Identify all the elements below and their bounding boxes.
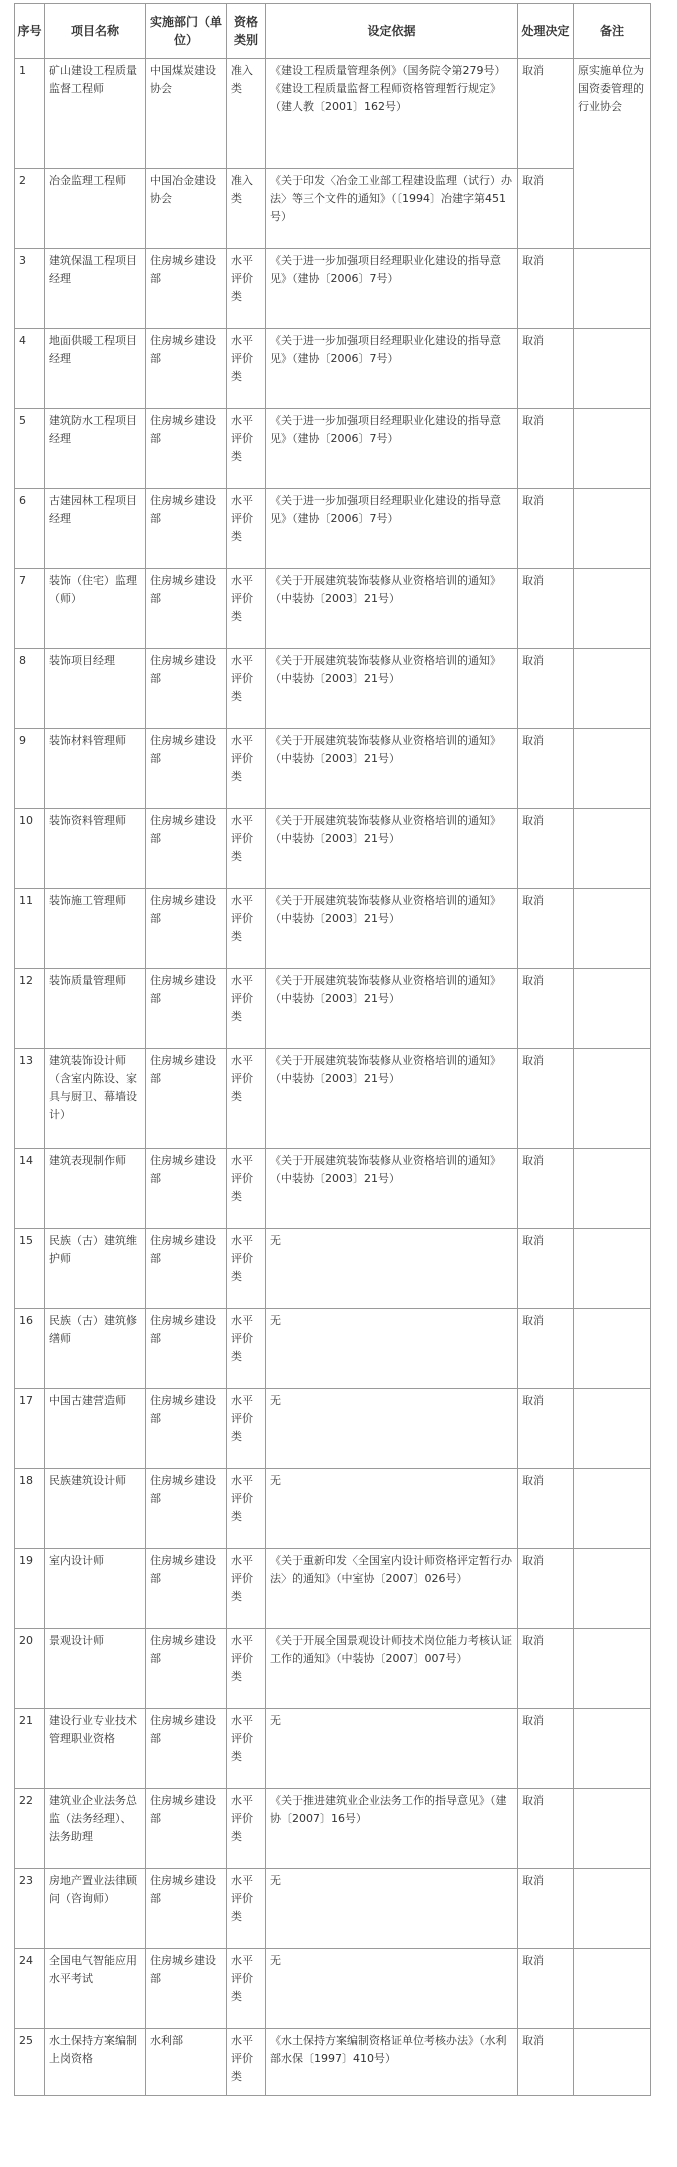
cell-category: 水平评价类 <box>227 569 266 649</box>
cell-decision: 取消 <box>518 569 574 649</box>
cell-decision: 取消 <box>518 329 574 409</box>
cell-name: 装饰材料管理师 <box>45 729 146 809</box>
table-row <box>15 1389 651 1469</box>
cell-name: 建筑保温工程项目经理 <box>45 249 146 329</box>
cell-decision: 取消 <box>518 1389 574 1469</box>
table-header-row <box>15 4 651 59</box>
cell-category: 水平评价类 <box>227 409 266 489</box>
cell-no: 9 <box>15 729 45 809</box>
cell-category: 水平评价类 <box>227 1389 266 1469</box>
cell-basis: 《关于印发〈冶金工业部工程建设监理（试行）办法〉等三个文件的通知》（〔1994〕冶建字第451号） <box>266 169 518 249</box>
cell-decision: 取消 <box>518 249 574 329</box>
cell-no: 20 <box>15 1629 45 1709</box>
table-row <box>15 1629 651 1709</box>
table-body <box>15 59 651 2096</box>
cell-dept: 住房城乡建设部 <box>146 1709 227 1789</box>
cell-decision: 取消 <box>518 1549 574 1629</box>
cell-name: 装饰（住宅）监理（师） <box>45 569 146 649</box>
cell-basis: 《关于开展建筑装饰装修从业资格培训的通知》（中装协〔2003〕21号） <box>266 969 518 1049</box>
cell-no: 11 <box>15 889 45 969</box>
cell-name: 建筑防水工程项目经理 <box>45 409 146 489</box>
cell-no: 21 <box>15 1709 45 1789</box>
cell-decision: 取消 <box>518 2029 574 2096</box>
cell-remark <box>574 409 651 489</box>
cell-no: 5 <box>15 409 45 489</box>
table-row <box>15 249 651 329</box>
cell-dept: 水利部 <box>146 2029 227 2096</box>
cell-basis: 《关于开展建筑装饰装修从业资格培训的通知》（中装协〔2003〕21号） <box>266 729 518 809</box>
table-row <box>15 1789 651 1869</box>
cell-category: 水平评价类 <box>227 329 266 409</box>
cell-remark <box>574 1389 651 1469</box>
table-row <box>15 649 651 729</box>
header-basis: 设定依据 <box>266 4 518 59</box>
cell-dept: 住房城乡建设部 <box>146 1389 227 1469</box>
cell-category: 水平评价类 <box>227 1549 266 1629</box>
table-row <box>15 59 651 169</box>
cell-category: 水平评价类 <box>227 1229 266 1309</box>
cell-basis: 《关于开展建筑装饰装修从业资格培训的通知》（中装协〔2003〕21号） <box>266 889 518 969</box>
cell-decision: 取消 <box>518 809 574 889</box>
cell-remark <box>574 1469 651 1549</box>
cell-name: 水土保持方案编制上岗资格 <box>45 2029 146 2096</box>
cell-decision: 取消 <box>518 1869 574 1949</box>
cell-basis: 无 <box>266 1469 518 1549</box>
cell-remark <box>574 729 651 809</box>
table-row <box>15 1709 651 1789</box>
cell-no: 25 <box>15 2029 45 2096</box>
cell-decision: 取消 <box>518 1949 574 2029</box>
cell-basis: 无 <box>266 1869 518 1949</box>
cell-remark <box>574 1229 651 1309</box>
cell-decision: 取消 <box>518 1629 574 1709</box>
cell-dept: 住房城乡建设部 <box>146 1149 227 1229</box>
table-row <box>15 1049 651 1149</box>
table-row <box>15 489 651 569</box>
header-no: 序号 <box>15 4 45 59</box>
cell-decision: 取消 <box>518 1049 574 1149</box>
cell-name: 古建园林工程项目经理 <box>45 489 146 569</box>
cell-name: 民族（古）建筑修缮师 <box>45 1309 146 1389</box>
table-row <box>15 2029 651 2096</box>
cell-no: 10 <box>15 809 45 889</box>
cell-category: 水平评价类 <box>227 969 266 1049</box>
cell-basis: 《关于开展建筑装饰装修从业资格培训的通知》（中装协〔2003〕21号） <box>266 1149 518 1229</box>
cell-no: 19 <box>15 1549 45 1629</box>
header-remark: 备注 <box>574 4 651 59</box>
cell-category: 准入类 <box>227 59 266 169</box>
cell-name: 装饰质量管理师 <box>45 969 146 1049</box>
cell-dept: 住房城乡建设部 <box>146 1049 227 1149</box>
cell-dept: 中国煤炭建设协会 <box>146 59 227 169</box>
cell-category: 水平评价类 <box>227 1149 266 1229</box>
cell-remark <box>574 1549 651 1629</box>
cell-no: 7 <box>15 569 45 649</box>
cell-category: 水平评价类 <box>227 1789 266 1869</box>
cell-category: 水平评价类 <box>227 729 266 809</box>
cell-remark <box>574 1049 651 1149</box>
cell-dept: 住房城乡建设部 <box>146 649 227 729</box>
cell-category: 水平评价类 <box>227 2029 266 2096</box>
cell-name: 中国古建营造师 <box>45 1389 146 1469</box>
cell-basis: 《关于进一步加强项目经理职业化建设的指导意见》（建协〔2006〕7号） <box>266 409 518 489</box>
cell-remark: 原实施单位为国资委管理的行业协会 <box>574 59 651 249</box>
cell-basis: 无 <box>266 1309 518 1389</box>
cell-remark <box>574 649 651 729</box>
cell-no: 23 <box>15 1869 45 1949</box>
cell-name: 矿山建设工程质量监督工程师 <box>45 59 146 169</box>
cell-basis: 《建设工程质量管理条例》（国务院令第279号） 《建设工程质量监督工程师资格管理暂行规定》（建人教〔2001〕162号） <box>266 59 518 169</box>
cell-no: 13 <box>15 1049 45 1149</box>
cell-dept: 住房城乡建设部 <box>146 489 227 569</box>
cell-dept: 中国冶金建设协会 <box>146 169 227 249</box>
table-row <box>15 1229 651 1309</box>
cell-name: 民族（古）建筑维护师 <box>45 1229 146 1309</box>
cell-decision: 取消 <box>518 489 574 569</box>
cell-basis: 《关于开展全国景观设计师技术岗位能力考核认证工作的通知》（中装协〔2007〕007号） <box>266 1629 518 1709</box>
cell-category: 水平评价类 <box>227 649 266 729</box>
table-row <box>15 1549 651 1629</box>
cell-category: 水平评价类 <box>227 249 266 329</box>
cell-no: 22 <box>15 1789 45 1869</box>
cell-basis: 《关于开展建筑装饰装修从业资格培训的通知》（中装协〔2003〕21号） <box>266 1049 518 1149</box>
cell-dept: 住房城乡建设部 <box>146 1789 227 1869</box>
header-dept: 实施部门（单位） <box>146 4 227 59</box>
cell-dept: 住房城乡建设部 <box>146 969 227 1049</box>
cell-remark <box>574 969 651 1049</box>
cell-basis: 《关于开展建筑装饰装修从业资格培训的通知》（中装协〔2003〕21号） <box>266 649 518 729</box>
table-row <box>15 809 651 889</box>
table-row <box>15 1309 651 1389</box>
table-row <box>15 1469 651 1549</box>
cell-decision: 取消 <box>518 889 574 969</box>
cell-no: 6 <box>15 489 45 569</box>
header-decision: 处理决定 <box>518 4 574 59</box>
table-row <box>15 729 651 809</box>
cell-no: 17 <box>15 1389 45 1469</box>
cell-no: 8 <box>15 649 45 729</box>
cell-remark <box>574 569 651 649</box>
cell-name: 全国电气智能应用水平考试 <box>45 1949 146 2029</box>
cell-name: 建筑业企业法务总监（法务经理）、法务助理 <box>45 1789 146 1869</box>
cell-no: 18 <box>15 1469 45 1549</box>
cell-remark <box>574 889 651 969</box>
cell-decision: 取消 <box>518 1229 574 1309</box>
table-row <box>15 409 651 489</box>
cell-decision: 取消 <box>518 1469 574 1549</box>
cell-basis: 无 <box>266 1949 518 2029</box>
header-name: 项目名称 <box>45 4 146 59</box>
cell-name: 装饰资料管理师 <box>45 809 146 889</box>
cell-dept: 住房城乡建设部 <box>146 249 227 329</box>
cell-category: 水平评价类 <box>227 1309 266 1389</box>
cell-name: 建设行业专业技术管理职业资格 <box>45 1709 146 1789</box>
cell-no: 4 <box>15 329 45 409</box>
cell-no: 14 <box>15 1149 45 1229</box>
cell-no: 12 <box>15 969 45 1049</box>
cell-no: 24 <box>15 1949 45 2029</box>
table-row <box>15 1149 651 1229</box>
cell-no: 2 <box>15 169 45 249</box>
cell-dept: 住房城乡建设部 <box>146 889 227 969</box>
cell-basis: 《关于开展建筑装饰装修从业资格培训的通知》（中装协〔2003〕21号） <box>266 809 518 889</box>
cell-category: 水平评价类 <box>227 489 266 569</box>
cell-category: 水平评价类 <box>227 1709 266 1789</box>
cell-dept: 住房城乡建设部 <box>146 809 227 889</box>
qualification-table <box>14 3 651 2096</box>
cell-decision: 取消 <box>518 1309 574 1389</box>
cell-category: 水平评价类 <box>227 1049 266 1149</box>
cell-basis: 《关于进一步加强项目经理职业化建设的指导意见》（建协〔2006〕7号） <box>266 329 518 409</box>
cell-dept: 住房城乡建设部 <box>146 1549 227 1629</box>
cell-name: 建筑装饰设计师（含室内陈设、家具与厨卫、幕墙设计） <box>45 1049 146 1149</box>
cell-decision: 取消 <box>518 59 574 169</box>
cell-remark <box>574 1149 651 1229</box>
cell-remark <box>574 2029 651 2096</box>
cell-dept: 住房城乡建设部 <box>146 1869 227 1949</box>
cell-remark <box>574 1789 651 1869</box>
cell-dept: 住房城乡建设部 <box>146 1229 227 1309</box>
cell-category: 水平评价类 <box>227 1869 266 1949</box>
cell-decision: 取消 <box>518 1789 574 1869</box>
cell-category: 水平评价类 <box>227 809 266 889</box>
cell-remark <box>574 1949 651 2029</box>
cell-remark <box>574 1869 651 1949</box>
cell-category: 水平评价类 <box>227 1949 266 2029</box>
cell-basis: 《关于开展建筑装饰装修从业资格培训的通知》（中装协〔2003〕21号） <box>266 569 518 649</box>
table-row <box>15 169 651 249</box>
cell-basis: 《关于推进建筑业企业法务工作的指导意见》（建协〔2007〕16号） <box>266 1789 518 1869</box>
cell-decision: 取消 <box>518 409 574 489</box>
cell-dept: 住房城乡建设部 <box>146 1469 227 1549</box>
cell-basis: 《关于进一步加强项目经理职业化建设的指导意见》（建协〔2006〕7号） <box>266 489 518 569</box>
cell-no: 15 <box>15 1229 45 1309</box>
cell-remark <box>574 809 651 889</box>
cell-basis: 无 <box>266 1389 518 1469</box>
cell-dept: 住房城乡建设部 <box>146 1309 227 1389</box>
cell-remark <box>574 329 651 409</box>
cell-decision: 取消 <box>518 969 574 1049</box>
cell-no: 16 <box>15 1309 45 1389</box>
cell-decision: 取消 <box>518 169 574 249</box>
cell-dept: 住房城乡建设部 <box>146 729 227 809</box>
table-row <box>15 969 651 1049</box>
cell-name: 装饰施工管理师 <box>45 889 146 969</box>
cell-category: 水平评价类 <box>227 889 266 969</box>
cell-no: 1 <box>15 59 45 169</box>
cell-basis: 无 <box>266 1709 518 1789</box>
cell-basis: 《关于进一步加强项目经理职业化建设的指导意见》（建协〔2006〕7号） <box>266 249 518 329</box>
cell-dept: 住房城乡建设部 <box>146 1949 227 2029</box>
cell-basis: 《水土保持方案编制资格证单位考核办法》（水利部水保〔1997〕410号） <box>266 2029 518 2096</box>
cell-basis: 《关于重新印发〈全国室内设计师资格评定暂行办法〉的通知》（中室协〔2007〕026号） <box>266 1549 518 1629</box>
cell-remark <box>574 249 651 329</box>
table-row <box>15 889 651 969</box>
cell-category: 准入类 <box>227 169 266 249</box>
cell-remark <box>574 1309 651 1389</box>
cell-decision: 取消 <box>518 649 574 729</box>
cell-dept: 住房城乡建设部 <box>146 1629 227 1709</box>
cell-name: 景观设计师 <box>45 1629 146 1709</box>
cell-dept: 住房城乡建设部 <box>146 329 227 409</box>
table-row <box>15 569 651 649</box>
cell-remark <box>574 1629 651 1709</box>
cell-category: 水平评价类 <box>227 1629 266 1709</box>
cell-dept: 住房城乡建设部 <box>146 569 227 649</box>
cell-dept: 住房城乡建设部 <box>146 409 227 489</box>
cell-name: 房地产置业法律顾问（咨询师） <box>45 1869 146 1949</box>
table-row <box>15 1949 651 2029</box>
cell-decision: 取消 <box>518 1149 574 1229</box>
cell-decision: 取消 <box>518 729 574 809</box>
cell-decision: 取消 <box>518 1709 574 1789</box>
cell-remark <box>574 489 651 569</box>
table-row <box>15 329 651 409</box>
cell-name: 民族建筑设计师 <box>45 1469 146 1549</box>
cell-name: 室内设计师 <box>45 1549 146 1629</box>
cell-name: 装饰项目经理 <box>45 649 146 729</box>
cell-basis: 无 <box>266 1229 518 1309</box>
header-category: 资格类别 <box>227 4 266 59</box>
cell-name: 建筑表现制作师 <box>45 1149 146 1229</box>
cell-category: 水平评价类 <box>227 1469 266 1549</box>
cell-name: 地面供暖工程项目经理 <box>45 329 146 409</box>
cell-remark <box>574 1709 651 1789</box>
cell-no: 3 <box>15 249 45 329</box>
cell-name: 冶金监理工程师 <box>45 169 146 249</box>
table-row <box>15 1869 651 1949</box>
